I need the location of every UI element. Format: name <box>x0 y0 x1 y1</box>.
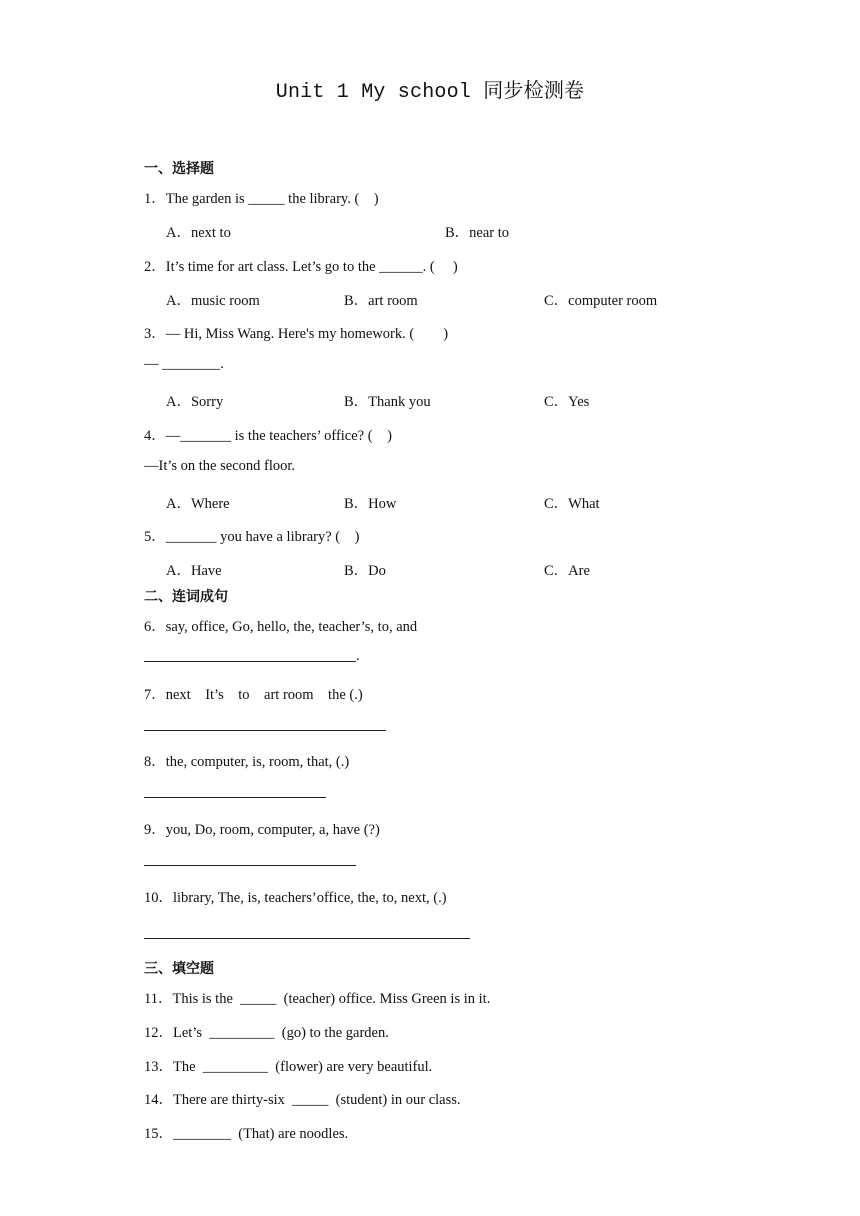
q4-reply: —It’s on the second floor. <box>144 458 296 474</box>
question-9: 9．you, Do, room, computer, a, have (?) <box>144 822 380 838</box>
q4-option-b: B．How <box>344 496 397 512</box>
question-2: 2．It’s time for art class. Let’s go to the ______. ( ) <box>144 259 458 275</box>
q1-option-a: A．next to <box>166 225 231 241</box>
section-heading-fill-in: 三、填空题 <box>144 961 214 977</box>
q2-option-a: A．music room <box>166 293 260 309</box>
page-title: Unit 1 My school 同步检测卷 <box>275 81 585 104</box>
q5-option-c: C．Are <box>544 563 590 579</box>
q3-option-b: B．Thank you <box>344 394 431 410</box>
question-11: 11．This is the _____ (teacher) office. Miss Green is in it. <box>144 991 491 1007</box>
question-10: 10．library, The, is, teachers’office, the, to, next, (.) <box>144 890 447 906</box>
answer-line-7 <box>144 730 386 731</box>
question-13: 13．The _________ (flower) are very beautiful. <box>144 1059 433 1075</box>
answer-line-6 <box>144 661 356 662</box>
q1-option-b: B．near to <box>445 225 510 241</box>
question-14: 14．There are thirty-six _____ (student) in our class. <box>144 1092 461 1108</box>
question-4: 4．—_______ is the teachers’ office? ( ) <box>144 428 392 444</box>
section-heading-choice: 一、选择题 <box>144 161 214 177</box>
q3-option-a: A．Sorry <box>166 394 224 410</box>
question-7: 7．next It’s to art room the (.) <box>144 687 363 703</box>
q4-option-c: C．What <box>544 496 600 512</box>
question-6: 6．say, office, Go, hello, the, teacher’s, to, and <box>144 619 418 635</box>
question-1: 1．The garden is _____ the library. ( ) <box>144 191 379 207</box>
question-3: 3．— Hi, Miss Wang. Here's my homework. ( ) <box>144 326 449 342</box>
q3-option-c: C．Yes <box>544 394 590 410</box>
q5-option-b: B．Do <box>344 563 386 579</box>
q3-reply: — ________. <box>144 356 224 372</box>
q2-option-b: B．art room <box>344 293 418 309</box>
answer-line-10 <box>144 938 470 939</box>
section-heading-sentences: 二、连词成句 <box>144 589 228 605</box>
answer-line-8 <box>144 797 326 798</box>
question-12: 12．Let’s _________ (go) to the garden. <box>144 1025 389 1041</box>
question-15: 15．________ (That) are noodles. <box>144 1126 349 1142</box>
question-8: 8．the, computer, is, room, that, (.) <box>144 754 350 770</box>
question-5: 5．_______ you have a library? ( ) <box>144 529 360 545</box>
answer-line-6-period: . <box>356 648 360 664</box>
q4-option-a: A．Where <box>166 496 230 512</box>
answer-line-9 <box>144 865 356 866</box>
q5-option-a: A．Have <box>166 563 222 579</box>
q2-option-c: C．computer room <box>544 293 658 309</box>
